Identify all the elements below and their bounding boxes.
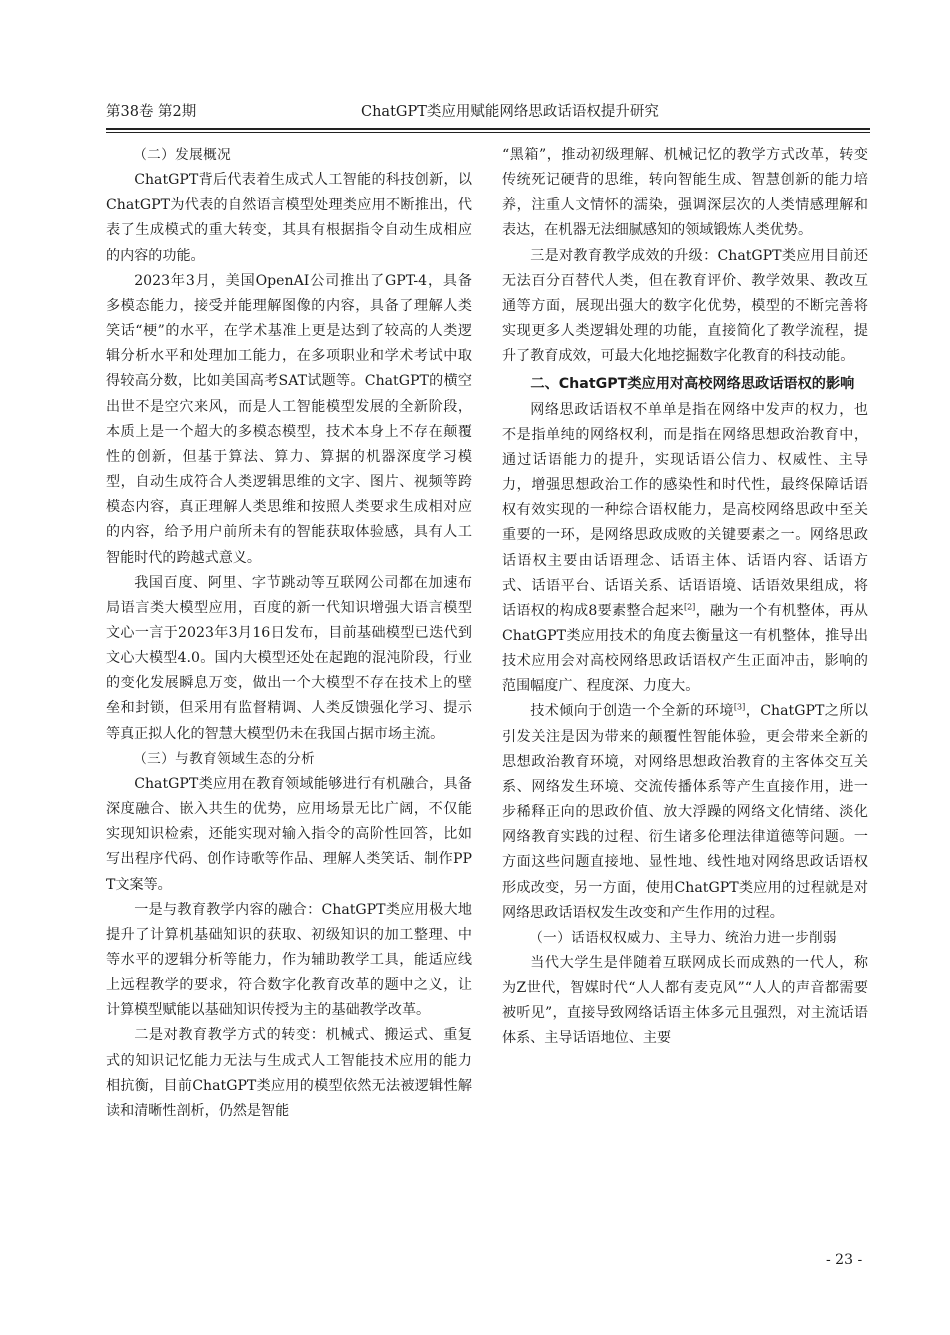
citation-ref[interactable]: [2] bbox=[683, 602, 696, 612]
subheading-weaken: （一）话语权权威力、主导力、统治力进一步削弱 bbox=[529, 929, 838, 946]
running-header bbox=[106, 100, 870, 124]
paragraph bbox=[502, 398, 868, 700]
paragraph-continued: “黑箱”，推动初级理解、机械记忆的教学方式改革，转变传统死记硬背的思维，转向智能生成、智慧创新的能力培养，注重人文情怀的濡染，强调深层次的人类情感理解和表达，在机器无法细腻感知的领域锻炼人类优势。 bbox=[502, 147, 868, 239]
right-column bbox=[502, 143, 868, 1052]
paragraph: 当代大学生是伴随着互联网成长而成熟的一代人，称为Z世代，智媒时代“人人都有麦克风”“人人的声音都需要被听见”，直接导致网络话语主体多元且强烈，对主流话语体系、主导话语地位、主要 bbox=[502, 955, 868, 1047]
header-rule-thick bbox=[106, 128, 870, 130]
page-number: - 23 - bbox=[826, 1252, 863, 1268]
paragraph: 三是对教育教学成效的升级：ChatGPT类应用目前还无法百分百替代人类，但在教育评价、教学效果、教改互通等方面，展现出强大的数字化优势，模型的不断完善将实现更多人类逻辑处理的功能，直接简化了教学流程，提升了教育成效，可最大化地挖掘数字化教育的科技动能。 bbox=[502, 247, 868, 365]
section-title: 二、ChatGPT类应用对高校网络思政话语权的影响 bbox=[530, 376, 855, 393]
paragraph: 二是对教育教学方式的转变：机械式、搬运式、重复式的知识记忆能力无法与生成式人工智能技术应用的能力相抗衡，目前ChatGPT类应用的模型依然无法被逻辑性解读和清晰性剖析，仍然是智能 bbox=[106, 1027, 472, 1119]
paragraph-text: 技术倾向于创造一个全新的环境 bbox=[530, 703, 734, 720]
paragraph: ChatGPT类应用在教育领域能够进行有机融合，具备深度融合、嵌入共生的优势，应用场景无比广阔，不仅能实现知识检索，还能实现对输入指令的高阶性回答，比如写出程序代码、创作诗歌等作品、理解人类笑话、制作PPT文案等。 bbox=[106, 775, 472, 893]
paragraph-text: 网络思政话语权不单单是指在网络中发声的权力，也不是指单纯的网络权利，而是指在网络思想政治教育中，通过话语能力的提升，实现话语公信力、权威性、主导力，增强思想政治工作的感染性和时代性，最终保障话语权有效实现的一种综合语权能力，是高校网络思政中至关重要的一环，是网络思政成败的关键要素之一。网络思政话语权主要由话语理念、话语主体、话语内容、话语方式、话语平台、话语关系、话语语境、话语效果组成，将话语权的构成8要素整合起来 bbox=[502, 401, 868, 619]
paragraph bbox=[502, 699, 868, 925]
header-rule-thin bbox=[106, 132, 870, 133]
paragraph: 2023年3月，美国OpenAI公司推出了GPT-4，具备多模态能力，接受并能理解图像的内容，具备了理解人类笑话“梗”的水平，在学术基准上更是达到了较高的人类逻辑分析水平和处理加工能力，在多项职业和学术考试中取得较高分数，比如美国高考SAT试题等。ChatGPT的横空出世不是空穴来风，而是人工智能模型发展的全新阶段，本质上是一个超大的多模态模型，技术本身上不存在颠覆性的创新，但基于算法、算力、算据的机器深度学习模型，自动生成符合人类逻辑思维的文字、图片、视频等跨模态内容，真正理解人类思维和按照人类要求生成相对应的内容，给予用户前所未有的智能获取体验感，具有人工智能时代的跨越式意义。 bbox=[106, 272, 472, 566]
subheading-development: （二）发展概况 bbox=[133, 147, 232, 163]
citation-ref[interactable]: [3] bbox=[733, 702, 746, 712]
paragraph: 一是与教育教学内容的融合：ChatGPT类应用极大地提升了计算机基础知识的获取、初级知识的加工整理、中等水平的逻辑分析等能力，作为辅助教学工具，能适应线上远程教学的要求，符合数字化教育改革的题中之义，让计算模型赋能以基础知识传授为主的基础教学改革。 bbox=[106, 901, 472, 1019]
paragraph: ChatGPT背后代表着生成式人工智能的科技创新，以ChatGPT为代表的自然语言模型处理类应用不断推出，代表了生成模式的重大转变，其具有根据指令自动生成相应的内容的功能。 bbox=[106, 172, 472, 264]
paragraph: 我国百度、阿里、字节跳动等互联网公司都在加速布局语言类大模型应用，百度的新一代知识增强大语言模型文心一言于2023年3月16日发布，目前基础模型已迭代到文心大模型4.0。国内大模型还处在起跑的混沌阶段，行业的变化发展瞬息万变，做出一个大模型不存在技术上的壁垒和封锁，但采用有监督精调、人类反馈强化学习、提示等真正拟人化的智慧大模型仍未在我国占据市场主流。 bbox=[106, 574, 472, 742]
subheading-education: （三）与教育领域生态的分析 bbox=[133, 750, 316, 767]
volume-issue: 第38卷 第2期 bbox=[106, 104, 197, 120]
paragraph-text: ，融为一个有机整体，再从ChatGPT类应用技术的角度去衡量这一有机整体，推导出技术应用会对高校网络思政话语权产生正面冲击，影响的范围幅度广、程度深、力度大。 bbox=[502, 602, 869, 695]
left-column bbox=[106, 143, 472, 1124]
running-title: ChatGPT类应用赋能网络思政话语权提升研究 bbox=[361, 104, 659, 120]
paragraph-text: ，ChatGPT之所以引发关注是因为带来的颠覆性智能体验，更会带来全新的思想政治教育环境，对网络思想政治教育的主客体交互关系、网络发生环境、交流传播体系等产生直接作用，进一步稀释正向的思政价值、放大浮躁的网络文化情绪、淡化网络教育实践的过程、衍生诸多伦理法律道德等问题。一方面这些问题直接地、显性地、线性地对网络思政话语权形成改变，另一方面，使用ChatGPT类应用的过程就是对网络思政话语权发生改变和产生作用的过程。 bbox=[502, 703, 868, 921]
